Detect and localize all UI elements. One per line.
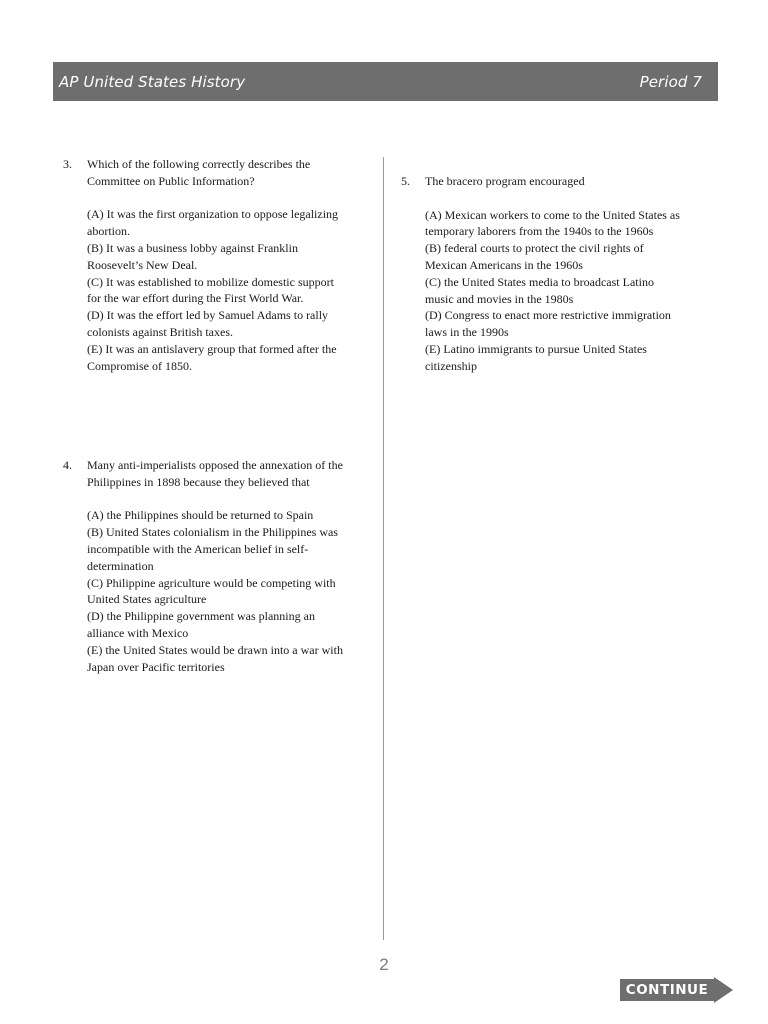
column-divider xyxy=(383,157,384,940)
question-number: 5. xyxy=(401,174,410,188)
course-title: AP United States History xyxy=(59,72,246,91)
answer-choice-a: (A) It was the first organization to oppose legalizing abortion. xyxy=(87,207,339,239)
answer-choice-d: (D) the Philippine government was planning an alliance with Mexico xyxy=(87,609,315,640)
answer-choice-c: (C) It was established to mobilize domestic support for the war effort during the First World War. xyxy=(87,274,334,306)
continue-label: CONTINUE xyxy=(620,979,714,1001)
answer-choice-c: (C) Philippine agriculture would be competing with United States agriculture xyxy=(87,575,336,607)
question-stem: Many anti-imperialists opposed the annexation of the Philippines in 1898 because they believed that xyxy=(87,458,343,489)
question-number: 4. xyxy=(63,458,72,472)
answer-choice-b: (B) United States colonialism in the Philippines was incompatible with the American belief in self-determination xyxy=(87,525,338,573)
answer-choice-e: (E) It was an antislavery group that formed after the Compromise of 1850. xyxy=(87,341,337,373)
question-stem: The bracero program encouraged xyxy=(425,174,585,188)
answer-choice-b: (B) It was a business lobby against Franklin Roosevelt’s New Deal. xyxy=(87,240,298,272)
answer-choice-d: (D) It was the effort led by Samuel Adams to rally colonists against British taxes. xyxy=(87,308,329,339)
answer-choice-c: (C) the United States media to broadcast Latino music and movies in the 1980s xyxy=(425,274,654,306)
question-3 xyxy=(63,156,343,374)
arrow-right-icon xyxy=(714,977,733,1003)
answer-choice-e: (E) the United States would be drawn into a war with Japan over Pacific territories xyxy=(87,642,343,674)
question-5 xyxy=(401,173,681,375)
answer-choice-b: (B) federal courts to protect the civil rights of Mexican Americans in the 1960s xyxy=(425,241,644,272)
question-stem: Which of the following correctly describes the Committee on Public Information? xyxy=(87,157,311,188)
question-number: 3. xyxy=(63,157,72,171)
period-label: Period 7 xyxy=(639,72,702,91)
answer-choice-d: (D) Congress to enact more restrictive immigration laws in the 1990s xyxy=(425,308,671,340)
answer-choice-e: (E) Latino immigrants to pursue United States citizenship xyxy=(425,341,647,373)
continue-button[interactable] xyxy=(620,977,733,1003)
header-bar xyxy=(53,62,718,101)
page-number: 2 xyxy=(379,955,389,974)
answer-choice-a: (A) Mexican workers to come to the United States as temporary laborers from the 1940s to the 1960s xyxy=(425,207,680,239)
question-4 xyxy=(63,457,343,675)
answer-choice-a: (A) the Philippines should be returned to Spain xyxy=(87,508,314,523)
